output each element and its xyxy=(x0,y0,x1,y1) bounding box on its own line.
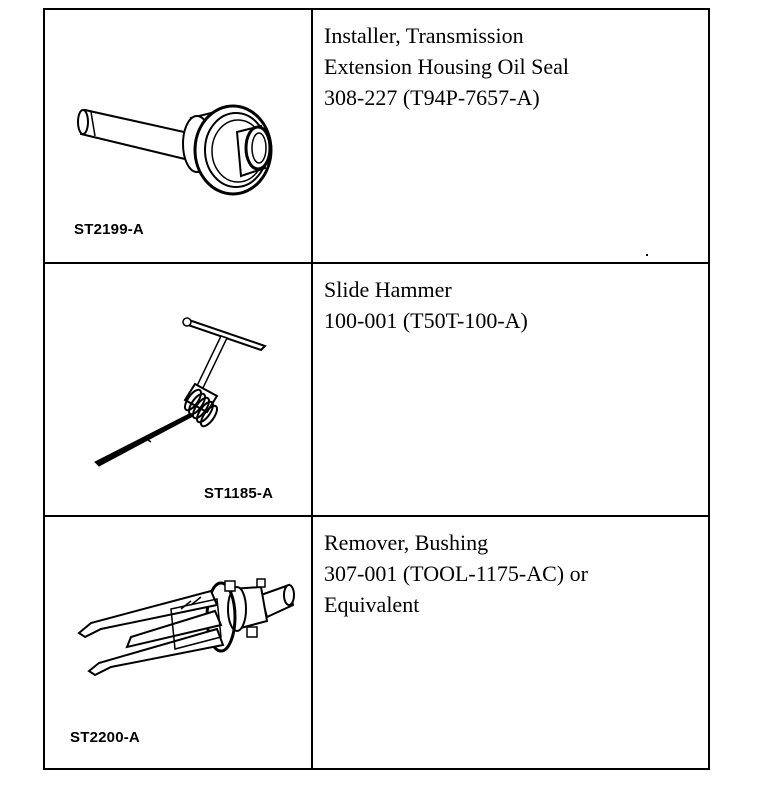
tool-description-line: Installer, Transmission xyxy=(324,23,524,48)
tool-description-line: 100-001 (T50T-100-A) xyxy=(324,308,528,333)
seal-installer-icon xyxy=(73,82,273,202)
tool-description-cell xyxy=(312,263,709,516)
tool-row xyxy=(44,9,709,263)
tool-description-cell xyxy=(312,9,709,263)
tool-description-line: Equivalent xyxy=(324,592,420,617)
tool-row xyxy=(44,516,709,769)
tool-description-line: 308-227 (T94P-7657-A) xyxy=(324,85,540,110)
scan-speck xyxy=(646,254,648,256)
tool-image-label: ST2199-A xyxy=(74,221,144,238)
tool-image-label: ST1185-A xyxy=(204,485,274,502)
special-tools-table xyxy=(43,8,710,770)
tool-description-line: Remover, Bushing xyxy=(324,530,489,555)
tool-image-cell xyxy=(44,9,312,263)
bushing-remover-icon xyxy=(71,567,296,687)
tool-description-line: 307-001 (TOOL-1175-AC) or xyxy=(324,561,588,586)
tool-image-cell xyxy=(44,263,312,516)
tool-row xyxy=(44,263,709,516)
tool-description-line: Slide Hammer xyxy=(324,277,452,302)
tool-image-label: ST2200-A xyxy=(70,729,140,746)
slide-hammer-icon xyxy=(93,312,273,472)
tool-description-line: Extension Housing Oil Seal xyxy=(324,54,570,79)
tool-description-cell xyxy=(312,516,709,769)
tool-image-cell xyxy=(44,516,312,769)
